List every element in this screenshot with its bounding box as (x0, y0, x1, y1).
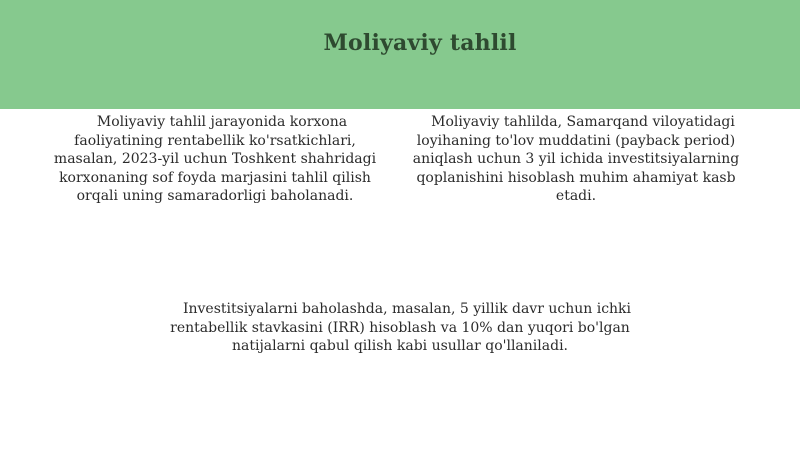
title-banner (0, 0, 800, 109)
paragraph-left: Moliyaviy tahlil jarayonida korxona faoliyatining rentabellik ko'rsatkichlari, masalan, 2023-yil uchun Toshkent shahridagi korxonaning sof foyda marjasini tahlil qilish orqali uning samaradorligi baholanadi. (53, 114, 377, 204)
slide-title: Moliyaviy tahlil (323, 30, 517, 56)
paragraph-right: Moliyaviy tahlilda, Samarqand viloyatidagi loyihaning to'lov muddatini (payback period) aniqlash uchun 3 yil ichida investitsiyalarning qoplanishini hisoblash muhim ahamiyat kasb etadi. (412, 114, 740, 204)
paragraph-bottom: Investitsiyalarni baholashda, masalan, 5 yillik davr uchun ichki rentabellik stavkasini (IRR) hisoblash va 10% dan yuqori bo'lgan natijalarni qabul qilish kabi usullar qo'llaniladi. (170, 301, 632, 354)
